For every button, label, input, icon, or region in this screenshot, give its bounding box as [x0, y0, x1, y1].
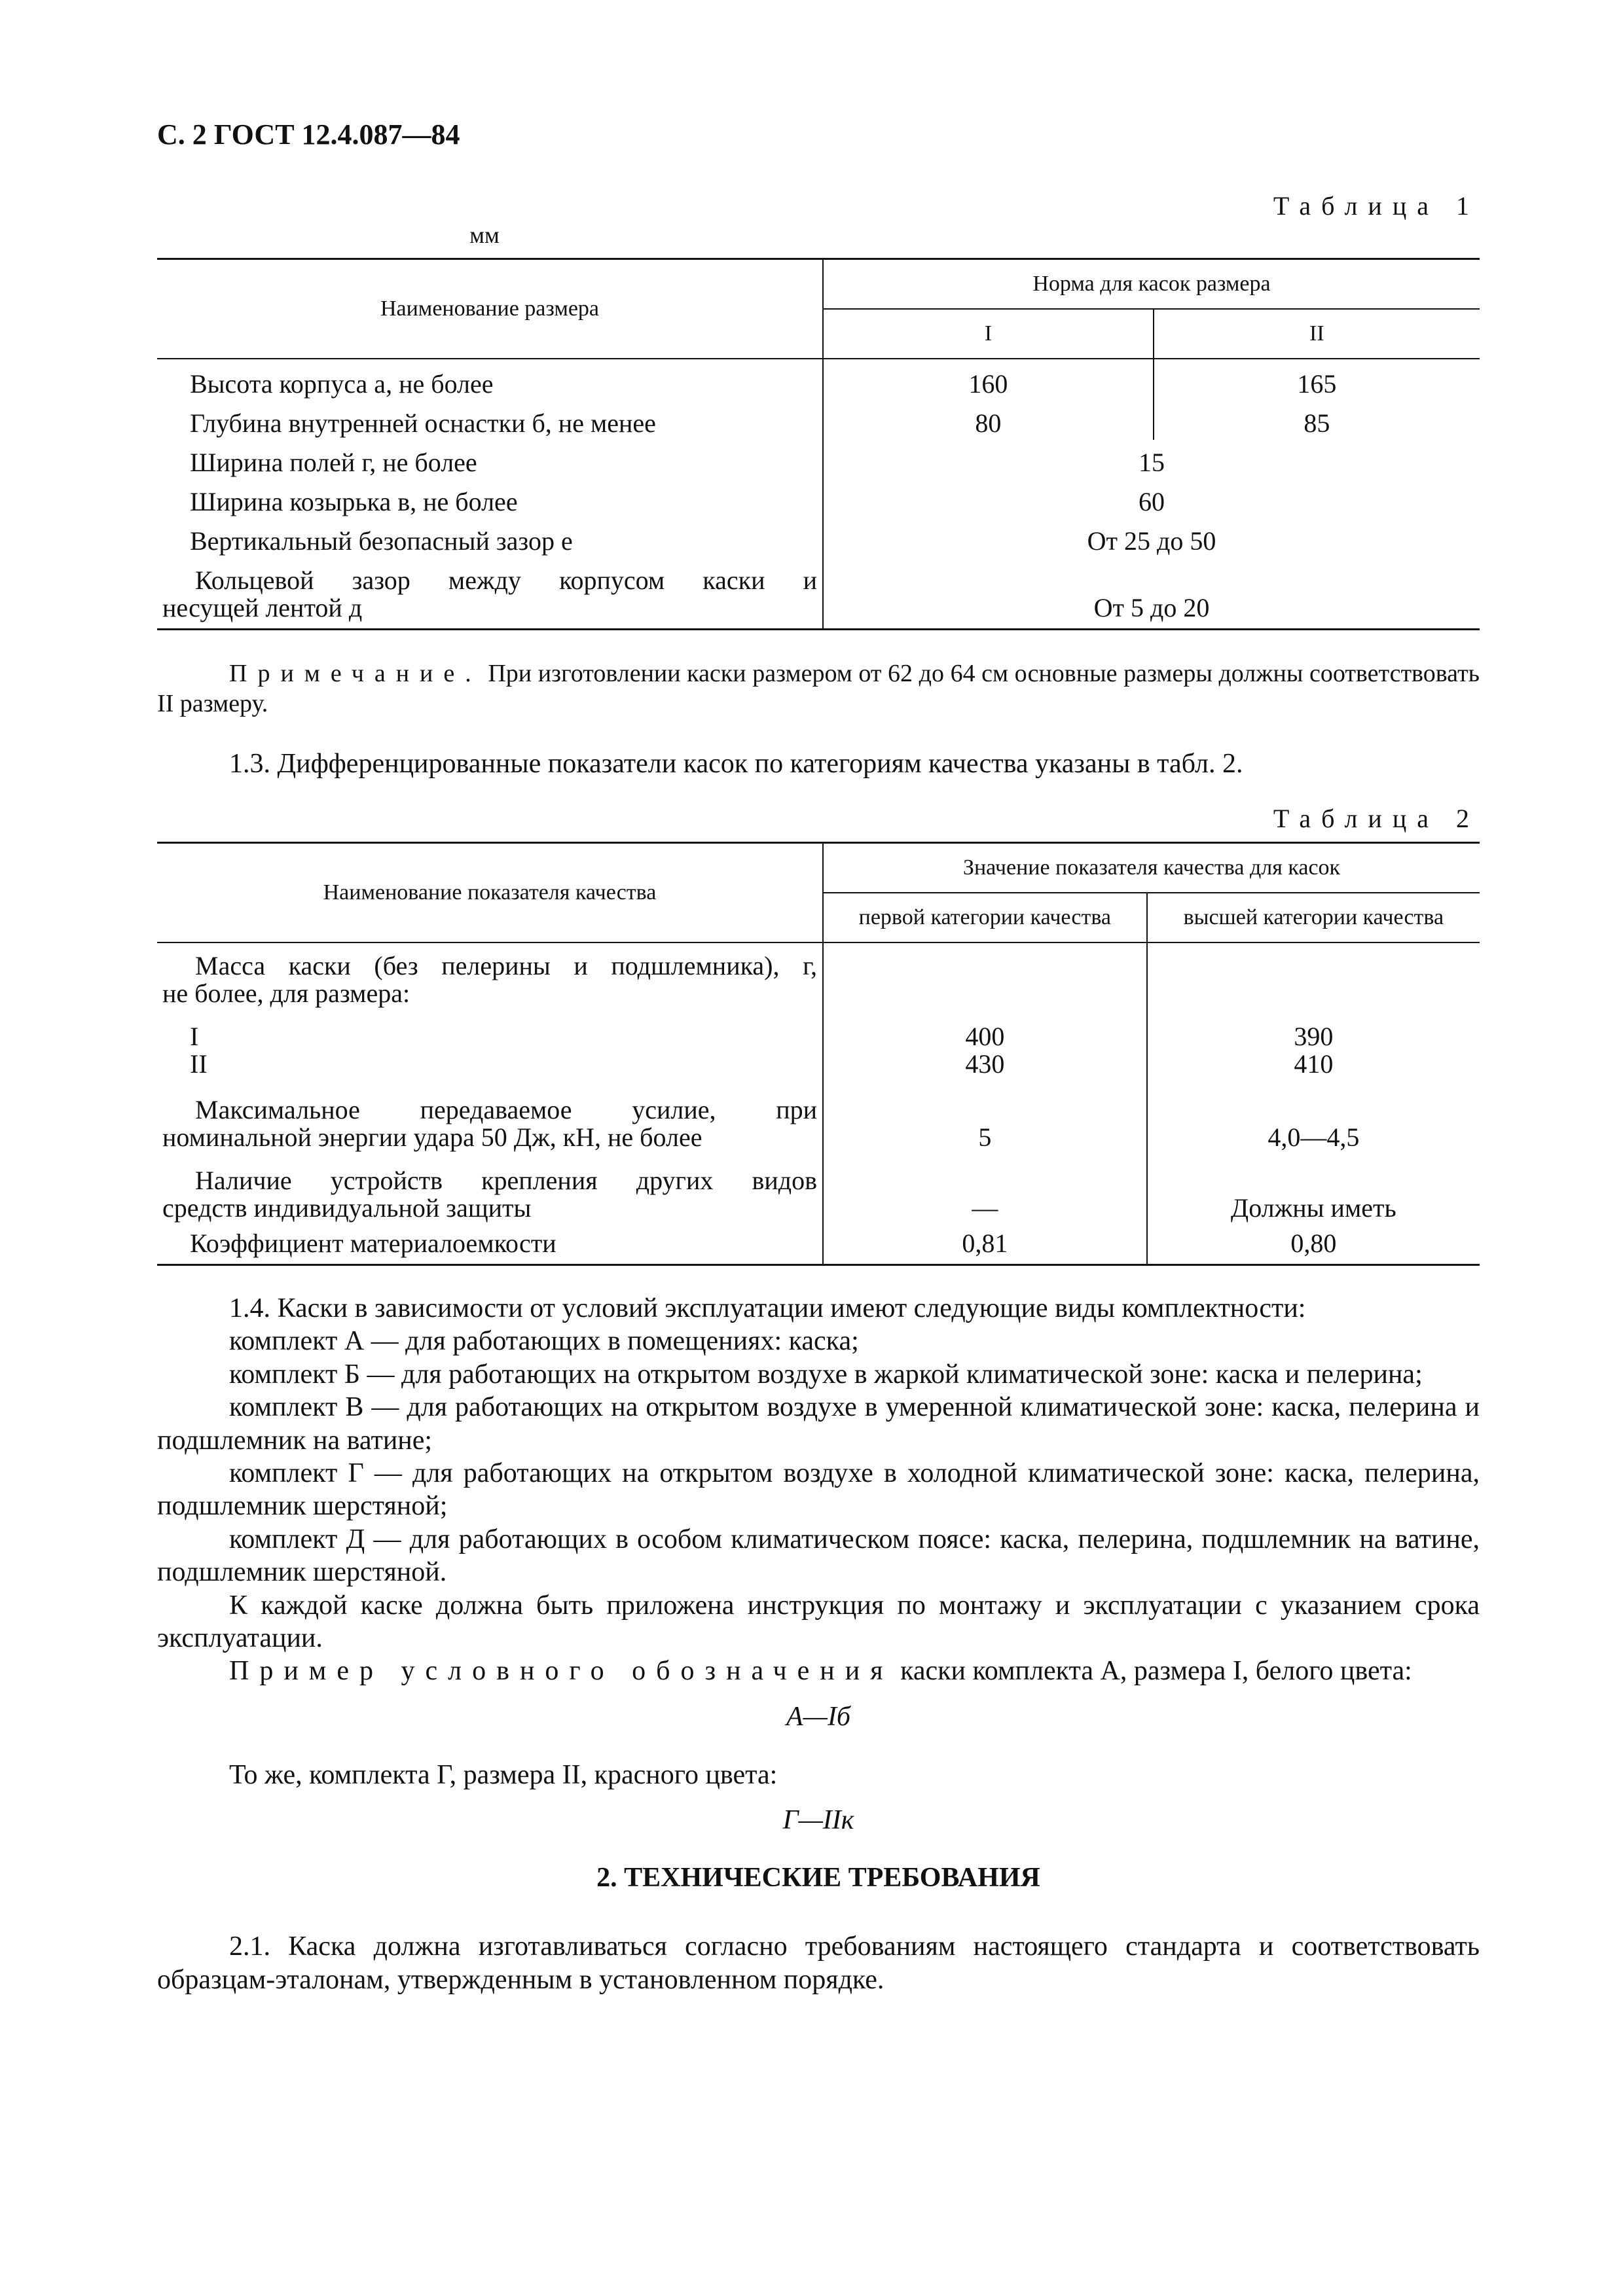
mass-line2: не более, для размера:: [162, 978, 410, 1008]
table2-cell: —: [823, 1154, 1147, 1225]
table1-row-name-line2: несущей лентой д: [162, 593, 363, 622]
table1-unit: мм: [469, 222, 500, 248]
size-ii-label: II: [190, 1049, 208, 1079]
table2-row-name: [157, 1154, 823, 1225]
designation-formula-2: Г—IIк: [782, 1805, 854, 1836]
size-i-high: 390: [1294, 1021, 1334, 1051]
table1-col-group: Норма для касок размера: [823, 259, 1480, 310]
table1-row-name: Глубина внутренней оснастки б, не менее: [190, 408, 656, 438]
mass-line1: Масса каски (без пелерины и подшлемника), г,: [195, 950, 817, 980]
example-label: Пример условного обозначения: [229, 1656, 894, 1687]
p14-set-d: комплект Д — для работающих в особом климатическом поясе: каска, пелерина, подшлемник на ватине, подшлемник шерстяной.: [157, 1524, 1480, 1588]
table1-cell: 60: [823, 479, 1480, 518]
table2-col-first: первой категории качества: [823, 893, 1147, 942]
table2-row-name: Коэффициент материалоемкости: [190, 1229, 556, 1259]
table2-cell: [1147, 1010, 1480, 1081]
table2-cell-empty: [1147, 942, 1480, 1010]
section-1-4: [157, 1292, 1480, 1836]
p14-set-g: комплект Г — для работающих на открытом воздухе в холодной климатической зоне: каска, пелерина, подшлемник шерстяной;: [157, 1458, 1480, 1522]
table2-cell: 0,81: [823, 1225, 1147, 1265]
table1-cell: От 5 до 20: [823, 558, 1480, 630]
table1-note: [157, 659, 1480, 719]
p14-set-b: комплект Б — для работающих на открытом воздухе в жаркой климатической зоне: каска и пелерина;: [229, 1359, 1423, 1390]
table1-row-name: Высота корпуса а, не более: [190, 369, 494, 399]
page-header: С. 2 ГОСТ 12.4.087—84: [157, 118, 460, 151]
table1-col-name: Наименование размера: [380, 296, 600, 321]
table1-row-name-line1: Кольцевой зазор между корпусом каски и: [195, 565, 817, 595]
p14-intro: 1.4. Каски в зависимости от условий эксплуатации имеют следующие виды комплектности:: [229, 1293, 1306, 1324]
table2-cell-empty: [823, 942, 1147, 1010]
table1-cell: 85: [1154, 401, 1480, 440]
table2-cell: 5: [823, 1081, 1147, 1154]
table2-row-name: [157, 1081, 823, 1154]
designation-formula-1: А—Iб: [786, 1701, 851, 1732]
size-i-first: 400: [965, 1021, 1005, 1051]
p14-set-a: комплект А — для работающих в помещениях: каска;: [229, 1326, 859, 1357]
note-text: При изготовлении каски размером от 62 до 64 см основные размеры должны соответствовать II размеру.: [157, 660, 1480, 717]
table2: [157, 842, 1480, 1266]
paragraph-1-3: 1.3. Дифференцированные показатели касок по категориям качества указаны в табл. 2.: [229, 749, 1243, 780]
table2-cell: [823, 1010, 1147, 1081]
table2-col-name: Наименование показателя качества: [323, 880, 657, 905]
note-label: Примечание.: [229, 660, 482, 687]
table2-col-high: высшей категории качества: [1147, 893, 1480, 942]
p14-example: [157, 1655, 1480, 1687]
table2-cell: 0,80: [1147, 1225, 1480, 1265]
devices-line2: средств индивидуальной защиты: [162, 1193, 532, 1223]
paragraph-2-1: 2.1. Каска должна изготавливаться согласно требованиям настоящего стандарта и соответствовать образцам-эталонам, утвержденным в установленном порядке.: [157, 1931, 1480, 1995]
force-line1: Максимальное передаваемое усилие, при: [195, 1094, 817, 1124]
size-ii-first: 430: [965, 1049, 1005, 1079]
table1: [157, 258, 1480, 630]
table2-caption: Таблица 2: [1273, 803, 1480, 833]
table1-caption: Таблица 1: [1273, 191, 1480, 221]
table1-row-name: Ширина козырька в, не более: [190, 487, 518, 516]
p14-instruction: К каждой каске должна быть приложена инструкция по монтажу и эксплуатации с указанием срока эксплуатации.: [157, 1590, 1480, 1653]
example-rest: каски комплекта А, размера I, белого цвета:: [893, 1656, 1412, 1687]
table2-cell: 4,0—4,5: [1147, 1081, 1480, 1154]
table1-cell: 80: [823, 401, 1154, 440]
table1-cell: 15: [823, 440, 1480, 479]
size-ii-high: 410: [1294, 1049, 1334, 1079]
p14-same: То же, комплекта Г, размера II, красного цвета:: [229, 1759, 778, 1790]
table1-cell: 165: [1154, 359, 1480, 401]
devices-line1: Наличие устройств крепления других видов: [195, 1165, 817, 1195]
document-page: [157, 118, 1480, 1996]
size-i-label: I: [190, 1021, 199, 1051]
table1-cell: От 25 до 50: [823, 518, 1480, 558]
p14-set-v: комплект В — для работающих на открытом воздухе в умеренной климатической зоне: каска, пелерина и подшлемник на ватине;: [157, 1392, 1480, 1456]
table1-cell: 160: [823, 359, 1154, 401]
table2-size-labels: [157, 1010, 823, 1081]
table1-col-i: I: [823, 309, 1154, 359]
table2-cell: Должны иметь: [1147, 1154, 1480, 1225]
section-heading: 2. ТЕХНИЧЕСКИЕ ТРЕБОВАНИЯ: [596, 1863, 1040, 1893]
force-line2: номинальной энергии удара 50 Дж, кН, не более: [162, 1122, 702, 1152]
table2-row-name: [157, 942, 823, 1010]
table1-row-name: Вертикальный безопасный зазор е: [190, 526, 573, 556]
table1-col-ii: II: [1154, 309, 1480, 359]
table1-row-name: [157, 558, 823, 630]
table2-col-group: Значение показателя качества для касок: [823, 842, 1480, 893]
table1-row-name: Ширина полей г, не более: [190, 448, 477, 477]
